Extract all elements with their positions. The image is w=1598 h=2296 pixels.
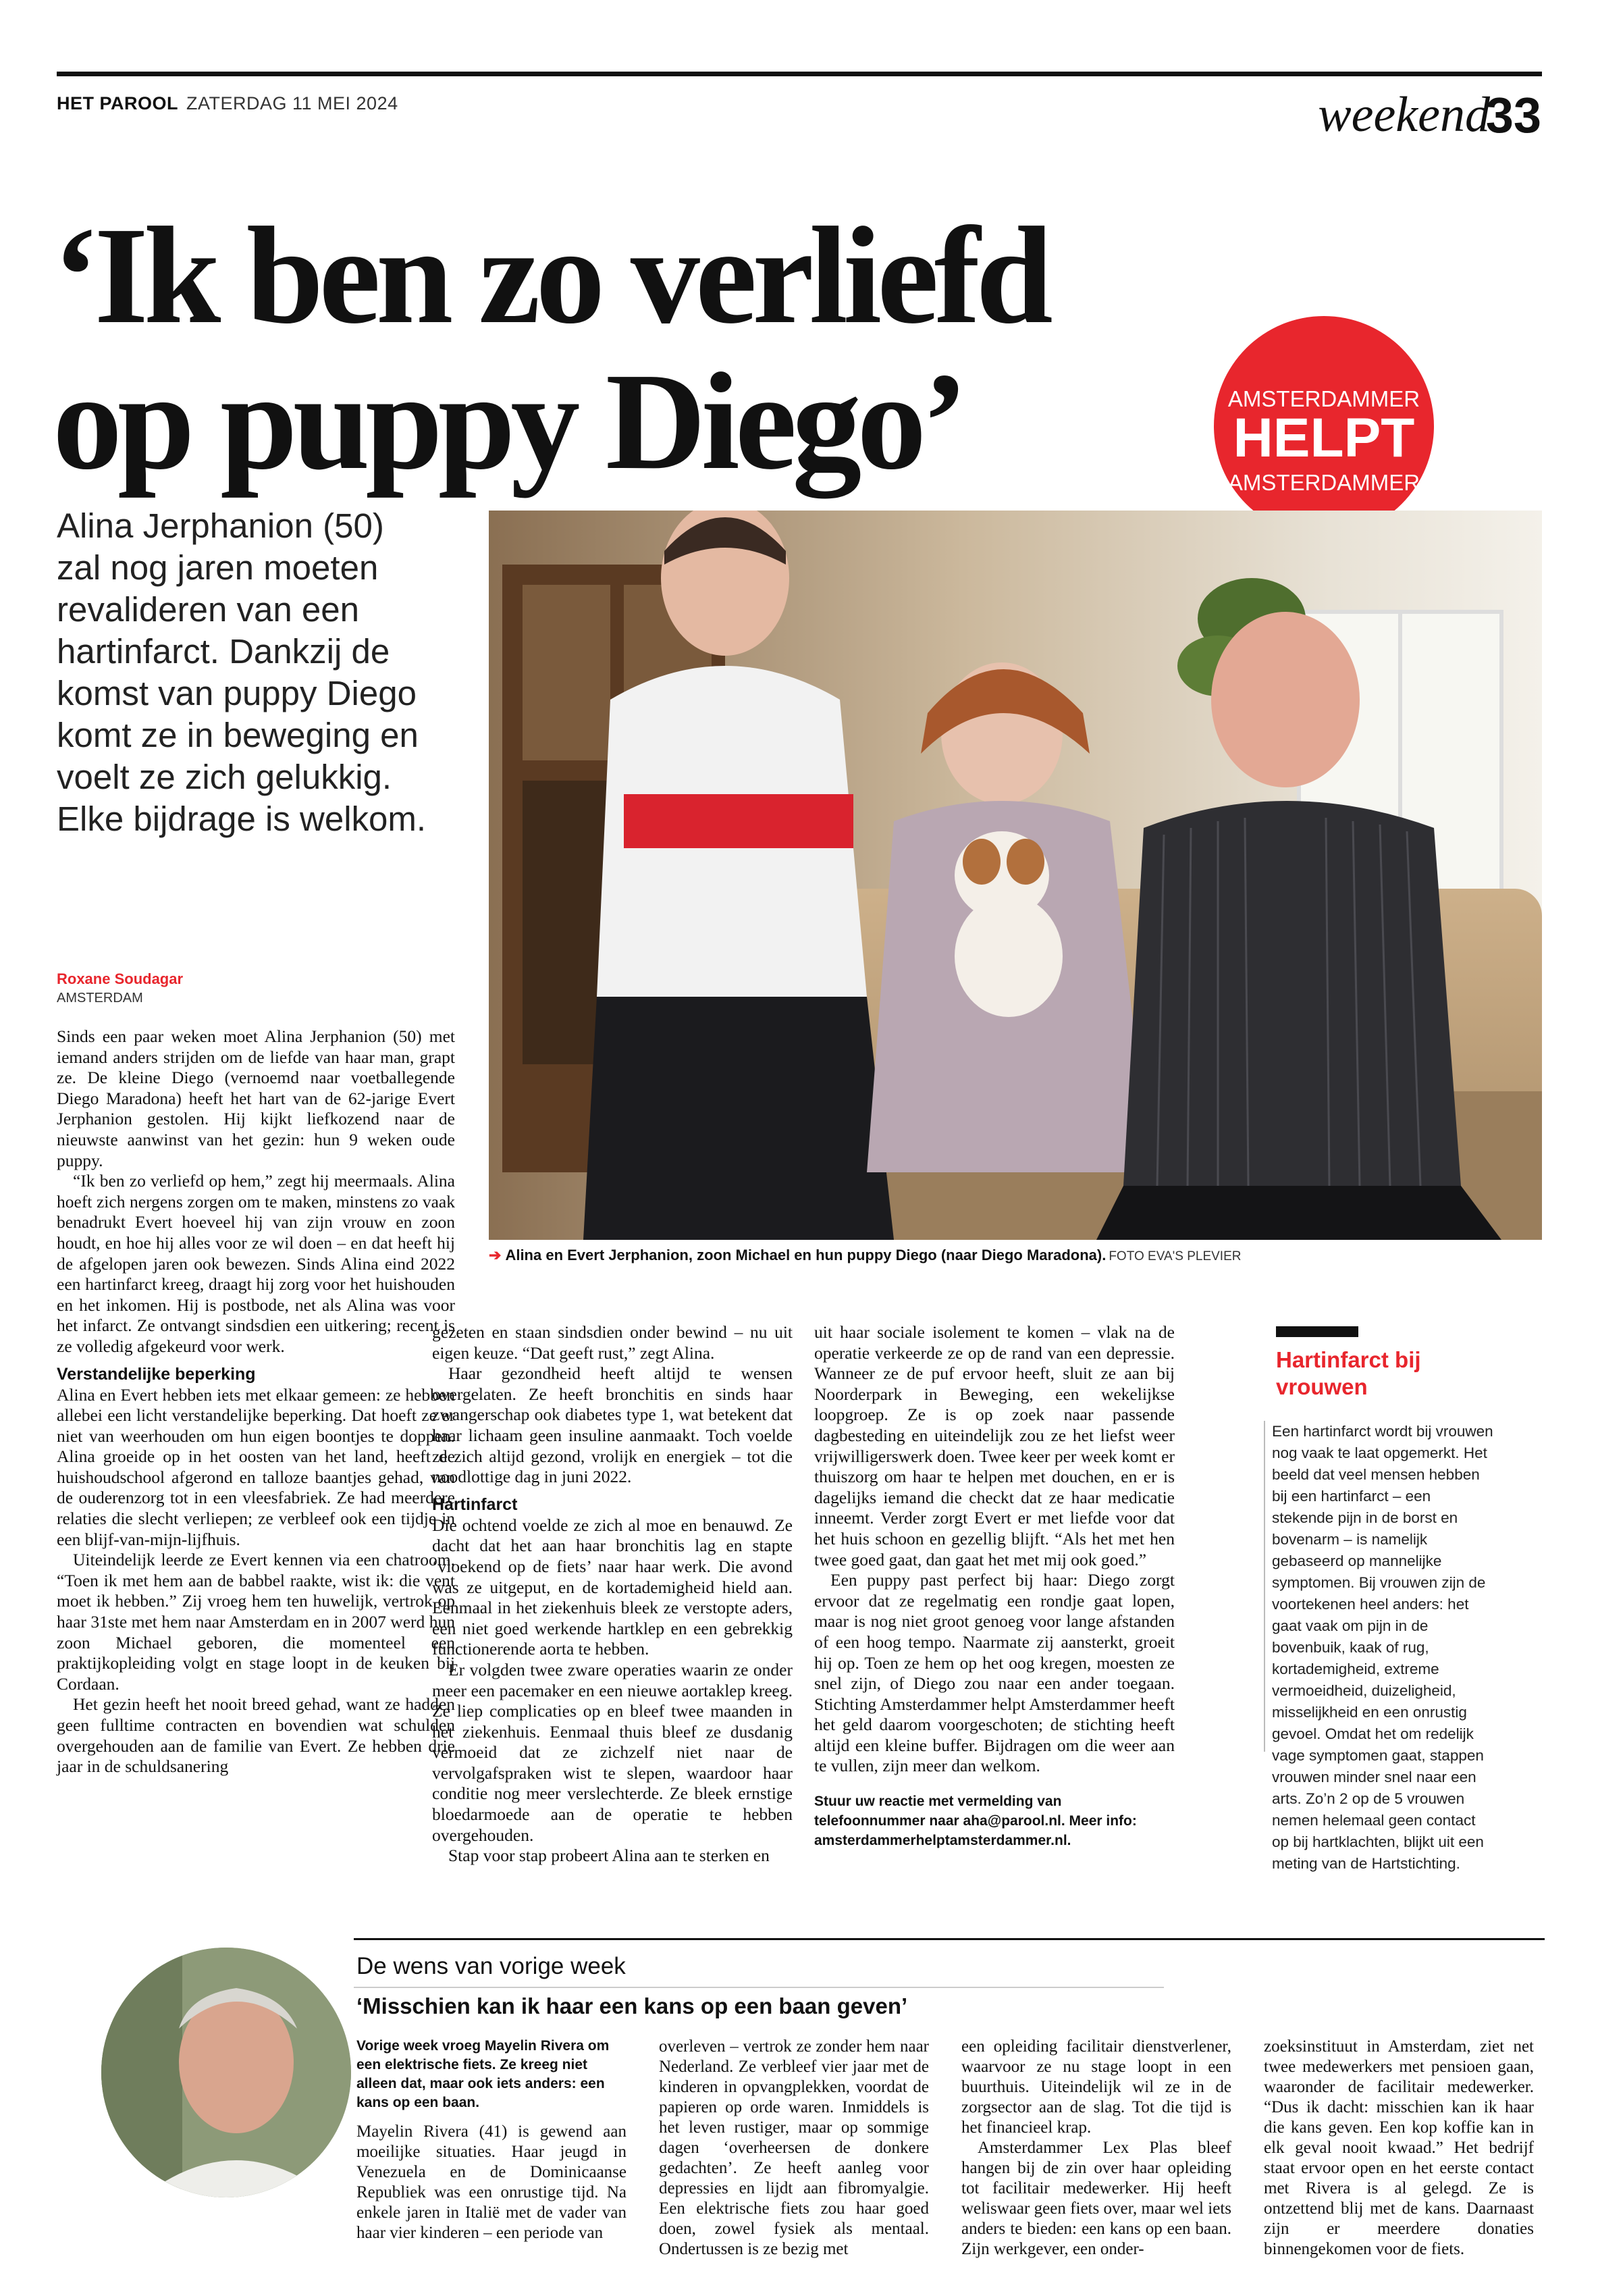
headline — [53, 198, 1200, 498]
masthead — [57, 93, 398, 114]
subheading: Hartinfarct — [432, 1494, 518, 1514]
portrait-illustration — [101, 1948, 351, 2197]
badge-top-text: AMSTERDAMMER — [1227, 386, 1420, 411]
wish-section-label: De wens van vorige week — [356, 1953, 626, 1979]
paragraph: een opleiding facilitair dienstverlener, waarvoor ze nu stage loopt in een buurthuis. Uiteindelijk wil ze in de zorgsector aan de slag. Tot die tijd is het financieel krap. — [961, 2037, 1231, 2137]
paragraph: Mayelin Rivera (41) is gewend aan moeilijke situaties. Haar jeugd in Venezuela en de Dominicaanse Republiek was een onrustige tijd. Na enkele jaren in Italië met de vader van haar vier kinderen – een periode van — [356, 2122, 627, 2242]
headline-line-2: op puppy Diego’ — [53, 344, 963, 498]
sidebar-rule — [1276, 1326, 1358, 1337]
badge-bottom-text: AMSTERDAMMER — [1227, 470, 1420, 495]
sidebar-text: Een hartinfarct wordt bij vrouwen nog vaak te laat opgemerkt. Het beeld dat veel mensen hebben bij een hartinfarct – een stekende pijn in de borst en bovenarm – is namelijk gebaseerd op mannelijke symptomen. Bij vrouwen zijn de voortekenen heel anders: het gaat vaak om pijn in de bovenbuik, kaak of rug, kortademigheid, extreme vermoeidheid, duizeligheid, misselijkheid en een onrustig gevoel. Omdat het om redelijk vage symptomen gaat, stappen vrouwen minder snel naar een arts. Zo’n 2 op de 5 vrouwen nemen helemaal geen contact op bij hartklachten, blijkt uit een meting van de Hartstichting. — [1272, 1423, 1493, 1872]
photo-credit: FOTO EVA'S PLEVIER — [1109, 1249, 1242, 1263]
paper-name: HET PAROOL — [57, 93, 178, 113]
wish-column-1 — [356, 2037, 627, 2243]
byline — [57, 970, 183, 1006]
sidebar-divider — [1264, 1421, 1265, 1752]
wish-lead: Vorige week vroeg Mayelin Rivera om een elektrische fiets. Ze kreeg niet alleen dat, maar ook iets anders: een kans op een baan. — [356, 2038, 610, 2110]
paragraph: Stap voor stap probeert Alina aan te sterken en — [448, 1846, 770, 1866]
paragraph: Een puppy past perfect bij haar: Diego zorgt ervoor dat ze regelmatig een rondje gaat lopen, maar is nog niet groot genoeg voor lange afstanden of een hoog tempo. Naarmate zij aansterkt, groeit hij op. Toen ze hem op het oog kregen, moesten ze snel zijn, of Diego zou naar een ander toegaan. Stichting Amsterdammer helpt Amsterdammer heeft het geld daarom voorgeschoten; de stichting heeft altijd een kleine buffer. Bijdragen om die weer aan te vullen, zijn meer dan welkom. — [814, 1570, 1175, 1776]
paragraph: Die ochtend voelde ze zich al moe en benauwd. Ze dacht dat het aan haar bronchitis lag en stapte ‘vloekend op de fiets’ naar haar werk. Die avond was ze uitgeput, en de kortademigheid hield aan. Eenmaal in het ziekenhuis bleek ze verstopte aders, een niet goed werkende hartklep en een gebrekkig functionerende aorta te hebben. — [432, 1515, 793, 1659]
article-column-3 — [814, 1322, 1175, 1850]
caption-text: Alina en Evert Jerphanion, zoon Michael en hun puppy Diego (naar Diego Maradona). — [505, 1247, 1107, 1263]
sidebar-title: Hartinfarct bij vrouwen — [1276, 1347, 1421, 1399]
issue-date: ZATERDAG 11 MEI 2024 — [186, 93, 398, 113]
paragraph: Er volgden twee zware operaties waarin ze onder meer een pacemaker en een nieuwe aortaklep kreeg. Ze liep complicaties op en bleef twee maanden in het ziekenhuis. Eenmaal thuis bleef ze dusdanig vermoeid dat ze zichzelf niet naar de vervolgafspraken wist te slepen, waardoor haar conditie nog meer verslechterde. Ze bleek ernstige bloedarmoede aan de operatie te hebben overgehouden. — [432, 1659, 793, 1845]
wish-column-2 — [659, 2037, 929, 2260]
wish-column-3 — [961, 2037, 1231, 2260]
article-column-1 — [57, 1026, 455, 1777]
paragraph: overleven – vertrok ze zonder hem naar Nederland. Ze verbleef vier jaar met de kinderen in opvangplekken, voordat de papieren op orde waren. Inmiddels is het leven rustiger, maar op sommige dagen ‘overheersen de donkere gedachten’. Ze heeft aanleg voor depressies en lijdt aan fibromyalgie. Een elektrische fiets zou haar goed doen, zowel fysiek als mentaal. Ondertussen is ze bezig met — [659, 2037, 929, 2258]
subheading: Verstandelijke beperking — [57, 1364, 256, 1384]
page-number: 33 — [1485, 87, 1541, 143]
wish-title: ‘Misschien kan ik haar een kans op een baan geven’ — [356, 1993, 908, 2018]
photo-caption — [489, 1247, 1542, 1264]
arrow-right-icon: ➔ — [489, 1247, 502, 1263]
paragraph: gezeten en staan sindsdien onder bewind – nu uit eigen keuze. “Dat geeft rust,” zegt Alina. — [432, 1322, 793, 1363]
family-photo — [489, 511, 1542, 1240]
intro-text: Alina Jerphanion (50) zal nog jaren moeten revalideren van een hartinfarct. Dankzij de komst van puppy Diego komt ze in beweging en voelt ze zich gelukkig. Elke bijdrage is welkom. — [57, 506, 427, 838]
author-name: Roxane Soudagar — [57, 970, 184, 987]
paragraph: Alina en Evert hebben iets met elkaar gemeen: ze hebben allebei een licht verstandelijke beperking. Dat hoeft ze er niet van weerhouden om hun eigen boontjes te doppen. Alina groeide op in het oosten van het land, heeft de huishoudschool afgerond en talloze baantjes gehad, van de ouderenzorg tot in een vleesfabriek. Ze had meerdere relaties die slecht verliepen; ze verbleef ook een tijdje in een blijf-van-mijn-lijfhuis. — [57, 1384, 455, 1549]
headline-line-1: ‘Ik ben zo verliefd — [53, 198, 1048, 353]
section-label: weekend — [1318, 87, 1490, 142]
paragraph: Sinds een paar weken moet Alina Jerphanion (50) met iemand anders strijden om de liefde van haar man, grapt ze. De kleine Diego (vernoemd naar voetballegende Diego Maradona) heeft het hart van de 62-jarige Evert Jerphanion gestolen. Hij kijkt liefkozend naar de nieuwste aanwinst van het gezin: hun 9 weken oude puppy. — [57, 1026, 455, 1170]
portrait-photo — [101, 1948, 351, 2197]
wish-section-rule — [354, 1938, 1545, 1940]
dateline-place: AMSTERDAM — [57, 991, 143, 1006]
wish-column-4 — [1264, 2037, 1534, 2260]
paragraph: Uiteindelijk leerde ze Evert kennen via een chatroom. “Toen ik met hem aan de babbel raakte, wist ik: die vent moet ik hebben.” Zij vroeg hem ten huwelijk, vertrok op haar 31ste met hem naar Amsterdam en in 2007 werd hun zoon Michael geboren, die momenteel een praktijkopleiding volgt en stage loopt in de keuken bij Cordaan. — [57, 1550, 455, 1694]
contact-info: Stuur uw reactie met vermelding van telefoonnummer naar aha@parool.nl. Meer info: amsterdammerhelptamsterdammer.nl. — [814, 1794, 1137, 1849]
top-rule — [57, 72, 1542, 76]
paragraph: Amsterdammer Lex Plas bleef hangen bij de zin over haar opleiding tot facilitair medewerker. Hij heeft weliswaar geen fiets over, maar wel iets anders te bieden: een kans op een baan. Zijn werkgever, een onder- — [961, 2139, 1231, 2258]
wish-section-subrule — [354, 1987, 1164, 1988]
paragraph: uit haar sociale isolement te komen – vlak na de operatie verkeerde ze op de rand van een depressie. Wanneer ze de puf ervoor heeft, sluit ze aan bij Noorderpark in Beweging, een wekelijkse loopgroep. Ze is op zoek naar passende dagbesteding en uiteindelijk zou ze het liefst weer vrijwilligerswerk doen. Twee keer per week komt er thuiszorg om haar te helpen met douchen, en er is dagelijks iemand die checkt dat ze haar medicatie inneemt. Verder zorgt Evert er met liefde voor dat het huis schoon en gezellig blijft. “Als het met hen twee goed gaat, dan gaat het met mij ook goed.” — [814, 1322, 1175, 1569]
paragraph: Haar gezondheid heeft altijd te wensen overgelaten. Ze heeft bronchitis en sinds haar zwangerschap ook diabetes type 1, wat betekent dat haar lichaam geen insuline aanmaakt. Toch voelde ze zich altijd gezond, vrolijk en energiek – tot die noodlottige dag in juni 2022. — [432, 1363, 793, 1487]
amsterdammer-helpt-badge — [1214, 316, 1434, 536]
paragraph: zoeksinstituut in Amsterdam, ziet net twee medewerkers met pensioen gaan, waaronder de facilitair medewerker. “Dus ik dacht: misschien kan ik haar die kans geven. Een kop koffie kan in elk geval nooit kwaad.” Het bedrijf staat ervoor open en het eerste contact met Rivera is al gelegd. Ze is ontzettend blij met de kans. Daarnaast zijn er meerdere donaties binnengekomen voor de fiets. — [1264, 2037, 1534, 2258]
article-column-2 — [432, 1322, 793, 1867]
paragraph: Het gezin heeft het nooit breed gehad, want ze hadden geen fulltime contracten en bovendien wat schulden overgehouden aan de familie van Evert. Ze hebben drie jaar in de schuldsanering — [57, 1694, 455, 1777]
family-photo-illustration — [489, 511, 1542, 1240]
badge-middle-text: HELPT — [1233, 407, 1415, 469]
paragraph: “Ik ben zo verliefd op hem,” zegt hij meermaals. Alina hoeft zich nergens zorgen om te maken, minstens zo vaak benadrukt Evert hoeveel hij van zijn vrouw en zoon houdt, en hoe hij alles voor ze wil doen – en dat heeft hij de afgelopen jaren ook bewezen. Sinds Alina eind 2022 een hartinfarct kreeg, draagt hij zorg voor het huishouden en het inkomen. Hij is postbode, net als Alina was voor het infarct. Ze ontvangt sindsdien een uitkering; recent is ze volledig afgekeurd voor werk. — [57, 1171, 455, 1356]
